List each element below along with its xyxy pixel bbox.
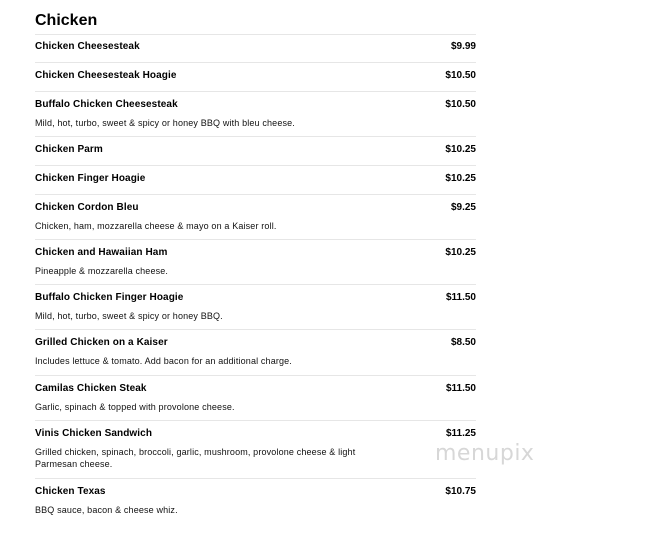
item-description: Garlic, spinach & topped with provolone cheese. [35,402,235,412]
menu-item [35,329,476,375]
menu-item [35,62,476,91]
item-price: $10.25 [445,173,476,184]
item-price: $9.25 [450,202,476,213]
item-price: $11.50 [445,292,476,303]
item-name: Chicken and Hawaiian Ham [35,247,168,258]
menu-item [35,136,476,165]
item-price: $10.25 [445,247,476,258]
item-name: Grilled Chicken on a Kaiser [35,337,168,348]
watermark-logo: menupix [435,441,535,466]
item-price: $9.99 [450,41,476,52]
item-name: Chicken Cheesesteak Hoagie [35,70,177,81]
item-name: Buffalo Chicken Finger Hoagie [35,292,184,303]
menu-item [35,375,476,420]
menu-item [35,194,476,239]
item-price: $10.50 [445,70,476,81]
item-name: Chicken Finger Hoagie [35,173,146,184]
menu-item [35,91,476,136]
item-price: $10.25 [445,144,476,155]
menu-item [35,165,476,194]
item-name: Chicken Cheesesteak [35,41,140,52]
menu-item [35,284,476,329]
item-name: Camilas Chicken Steak [35,383,147,394]
menu-item [35,478,476,523]
menu-item [35,420,476,478]
item-price: $10.75 [445,486,476,497]
menu-section [35,12,476,523]
item-price: $8.50 [450,337,476,348]
item-name: Vinis Chicken Sandwich [35,428,153,439]
item-description: Mild, hot, turbo, sweet & spicy or honey BBQ. [35,311,223,321]
item-name: Chicken Parm [35,144,103,155]
item-description: Pineapple & mozzarella cheese. [35,266,169,276]
item-price: $11.25 [445,428,476,439]
item-name: Chicken Texas [35,486,106,497]
item-description: Grilled chicken, spinach, broccoli, garlic, mushroom, provolone cheese & light Parmesan cheese. [35,447,356,469]
item-name: Chicken Cordon Bleu [35,202,139,213]
item-description: BBQ sauce, bacon & cheese whiz. [35,505,178,515]
item-price: $11.50 [445,383,476,394]
menu-item [35,34,476,62]
item-description: Mild, hot, turbo, sweet & spicy or honey BBQ with bleu cheese. [35,118,295,128]
item-description: Includes lettuce & tomato. Add bacon for an additional charge. [35,356,292,366]
section-title: Chicken [35,12,98,29]
item-price: $10.50 [445,99,476,110]
item-description: Chicken, ham, mozzarella cheese & mayo on a Kaiser roll. [35,221,277,231]
item-name: Buffalo Chicken Cheesesteak [35,99,178,110]
menu-item [35,239,476,284]
